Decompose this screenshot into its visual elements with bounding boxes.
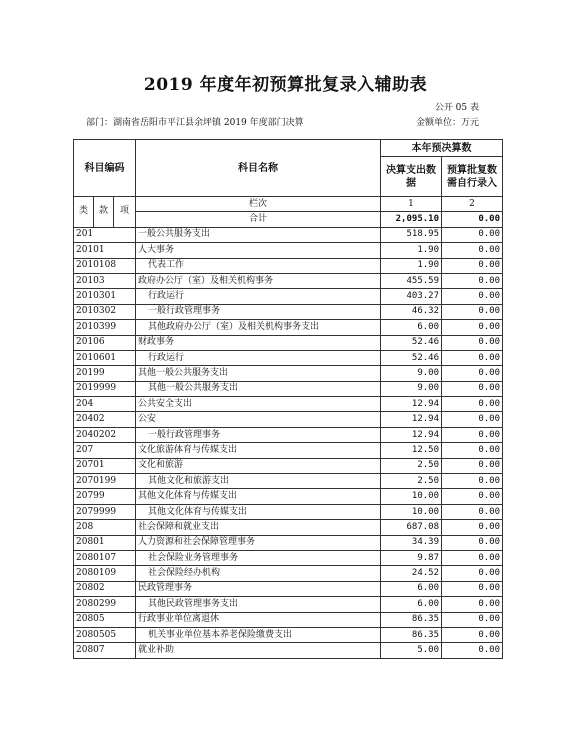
row-col2-value: 0.00: [442, 612, 503, 627]
row-name: 其他一般公共服务支出: [136, 366, 381, 381]
table-row: [74, 581, 503, 596]
row-col2-value: 0.00: [442, 535, 503, 550]
row-col2-value: 0.00: [442, 474, 503, 489]
row-name: 其他民政管理事务支出: [136, 597, 381, 612]
table-row: [74, 627, 503, 642]
unit-label: 金额单位：万元: [415, 118, 479, 128]
row-name: 行政运行: [136, 350, 381, 365]
table-row: [74, 350, 503, 365]
row-code: 2070199: [74, 474, 136, 489]
row-col2-value: 0.00: [442, 504, 503, 519]
row-code: 2080107: [74, 550, 136, 565]
row-col1-value: 687.08: [381, 520, 442, 535]
row-code: 2080299: [74, 597, 136, 612]
row-col2-value: 0.00: [442, 397, 503, 412]
row-code: 20701: [74, 458, 136, 473]
row-col2-value: 0.00: [442, 489, 503, 504]
total-row: [74, 212, 503, 227]
row-name: 行政事业单位离退休: [136, 612, 381, 627]
row-col2-value: 0.00: [442, 597, 503, 612]
row-code: 20801: [74, 535, 136, 550]
row-col1-value: 24.52: [381, 566, 442, 581]
row-col1-value: 1.90: [381, 243, 442, 258]
row-code: 20402: [74, 412, 136, 427]
row-col1-value: 455.59: [381, 273, 442, 288]
row-col1-value: 10.00: [381, 504, 442, 519]
row-code: 201: [74, 227, 136, 242]
row-name: 其他一般公共服务支出: [136, 381, 381, 396]
row-code: 2010302: [74, 304, 136, 319]
table-row: [74, 412, 503, 427]
table-row: [74, 227, 503, 242]
table-row: [74, 243, 503, 258]
row-name: 就业补助: [136, 643, 381, 658]
table-row: [74, 304, 503, 319]
table-row: [74, 489, 503, 504]
table-row: [74, 427, 503, 442]
row-col2-value: 0.00: [442, 258, 503, 273]
row-col1-value: 9.00: [381, 366, 442, 381]
row-col2-value: 0.00: [442, 458, 503, 473]
name-header: 科目名称: [136, 140, 381, 197]
table-row: [74, 504, 503, 519]
row-code: 20799: [74, 489, 136, 504]
row-col2-value: 0.00: [442, 304, 503, 319]
row-col1-value: 86.35: [381, 612, 442, 627]
row-name: 公安: [136, 412, 381, 427]
page-title: 2019 年度年初预算批复录入辅助表: [143, 75, 428, 95]
row-name: 其他文化和旅游支出: [136, 474, 381, 489]
group-header: 本年预决算数: [381, 140, 503, 157]
row-name: 政府办公厅（室）及相关机构事务: [136, 273, 381, 288]
table-row: [74, 320, 503, 335]
department-label: 部门：湖南省岳阳市平江县余坪镇 2019 年度部门决算: [86, 118, 304, 128]
row-code: 2010108: [74, 258, 136, 273]
row-col1-value: 2.50: [381, 458, 442, 473]
total-col2: 0.00: [442, 212, 503, 227]
row-code: 20101: [74, 243, 136, 258]
row-code: 20802: [74, 581, 136, 596]
row-col1-value: 2.50: [381, 474, 442, 489]
row-name: 一般公共服务支出: [136, 227, 381, 242]
row-col2-value: 0.00: [442, 381, 503, 396]
row-col2-value: 0.00: [442, 581, 503, 596]
row-col1-value: 12.94: [381, 427, 442, 442]
row-col1-value: 86.35: [381, 627, 442, 642]
row-code: 2080505: [74, 627, 136, 642]
col1-header: 决算支出数据: [381, 157, 442, 197]
table-row: [74, 443, 503, 458]
row-name: 代表工作: [136, 258, 381, 273]
row-name: 机关事业单位基本养老保险缴费支出: [136, 627, 381, 642]
row-name: 民政管理事务: [136, 581, 381, 596]
row-name: 社会保障和就业支出: [136, 520, 381, 535]
row-name: 文化和旅游: [136, 458, 381, 473]
row-name: 文化旅游体育与传媒支出: [136, 443, 381, 458]
lanci-label: 栏次: [136, 197, 381, 212]
row-name: 财政事务: [136, 335, 381, 350]
table-row: [74, 566, 503, 581]
lei-header: 类: [74, 197, 94, 228]
row-col2-value: 0.00: [442, 427, 503, 442]
row-name: 其他政府办公厅（室）及相关机构事务支出: [136, 320, 381, 335]
table-row: [74, 550, 503, 565]
row-col1-value: 6.00: [381, 320, 442, 335]
row-code: 2010301: [74, 289, 136, 304]
row-col2-value: 0.00: [442, 520, 503, 535]
row-col2-value: 0.00: [442, 566, 503, 581]
row-col2-value: 0.00: [442, 443, 503, 458]
row-col1-value: 12.94: [381, 412, 442, 427]
row-code: 20807: [74, 643, 136, 658]
row-code: 2040202: [74, 427, 136, 442]
table-row: [74, 535, 503, 550]
header-row-1: [74, 140, 503, 157]
row-col2-value: 0.00: [442, 320, 503, 335]
row-code: 2080109: [74, 566, 136, 581]
total-col1: 2,095.10: [381, 212, 442, 227]
row-col2-value: 0.00: [442, 412, 503, 427]
row-col2-value: 0.00: [442, 550, 503, 565]
row-col1-value: 6.00: [381, 581, 442, 596]
row-col1-value: 1.90: [381, 258, 442, 273]
budget-table: [73, 139, 503, 659]
table-row: [74, 612, 503, 627]
row-code: 2019999: [74, 381, 136, 396]
row-col1-value: 46.32: [381, 304, 442, 319]
total-label: 合计: [136, 212, 381, 227]
xiang-header: 项: [114, 197, 136, 228]
row-col1-value: 6.00: [381, 597, 442, 612]
row-col2-value: 0.00: [442, 227, 503, 242]
row-name: 人大事务: [136, 243, 381, 258]
row-name: 一般行政管理事务: [136, 304, 381, 319]
col2-header: 预算批复数需自行录入: [442, 157, 503, 197]
table-row: [74, 474, 503, 489]
row-code: 20805: [74, 612, 136, 627]
table-row: [74, 258, 503, 273]
table-row: [74, 643, 503, 658]
table-row: [74, 381, 503, 396]
col1-number: 1: [381, 197, 442, 212]
table-row: [74, 597, 503, 612]
row-name: 其他文化体育与传媒支出: [136, 489, 381, 504]
table-row: [74, 289, 503, 304]
row-col1-value: 5.00: [381, 643, 442, 658]
table-row: [74, 458, 503, 473]
row-col2-value: 0.00: [442, 335, 503, 350]
table-row: [74, 520, 503, 535]
row-col1-value: 52.46: [381, 350, 442, 365]
code-header: 科目编码: [74, 140, 136, 197]
row-col1-value: 12.94: [381, 397, 442, 412]
table-row: [74, 335, 503, 350]
table-row: [74, 366, 503, 381]
row-col2-value: 0.00: [442, 366, 503, 381]
row-name: 一般行政管理事务: [136, 427, 381, 442]
row-name: 其他文化体育与传媒支出: [136, 504, 381, 519]
row-col2-value: 0.00: [442, 627, 503, 642]
row-code: 20103: [74, 273, 136, 288]
row-col2-value: 0.00: [442, 289, 503, 304]
row-col1-value: 34.39: [381, 535, 442, 550]
row-code: 2079999: [74, 504, 136, 519]
row-col1-value: 52.46: [381, 335, 442, 350]
row-col2-value: 0.00: [442, 643, 503, 658]
row-code: 20106: [74, 335, 136, 350]
table-row: [74, 273, 503, 288]
row-col1-value: 10.00: [381, 489, 442, 504]
row-name: 行政运行: [136, 289, 381, 304]
row-col1-value: 9.87: [381, 550, 442, 565]
row-col2-value: 0.00: [442, 273, 503, 288]
row-col2-value: 0.00: [442, 243, 503, 258]
row-name: 人力资源和社会保障管理事务: [136, 535, 381, 550]
row-name: 社会保险经办机构: [136, 566, 381, 581]
col2-number: 2: [442, 197, 503, 212]
row-name: 公共安全支出: [136, 397, 381, 412]
table-row: [74, 397, 503, 412]
row-code: 204: [74, 397, 136, 412]
row-code: 2010601: [74, 350, 136, 365]
form-number: 公开 05 表: [434, 103, 479, 113]
row-name: 社会保险业务管理事务: [136, 550, 381, 565]
row-code: 208: [74, 520, 136, 535]
row-col2-value: 0.00: [442, 350, 503, 365]
row-col1-value: 518.95: [381, 227, 442, 242]
row-col1-value: 403.27: [381, 289, 442, 304]
row-col1-value: 9.00: [381, 381, 442, 396]
row-col1-value: 12.50: [381, 443, 442, 458]
kuan-header: 款: [94, 197, 114, 228]
lanci-row: [74, 197, 503, 212]
row-code: 2010399: [74, 320, 136, 335]
row-code: 207: [74, 443, 136, 458]
row-code: 20199: [74, 366, 136, 381]
